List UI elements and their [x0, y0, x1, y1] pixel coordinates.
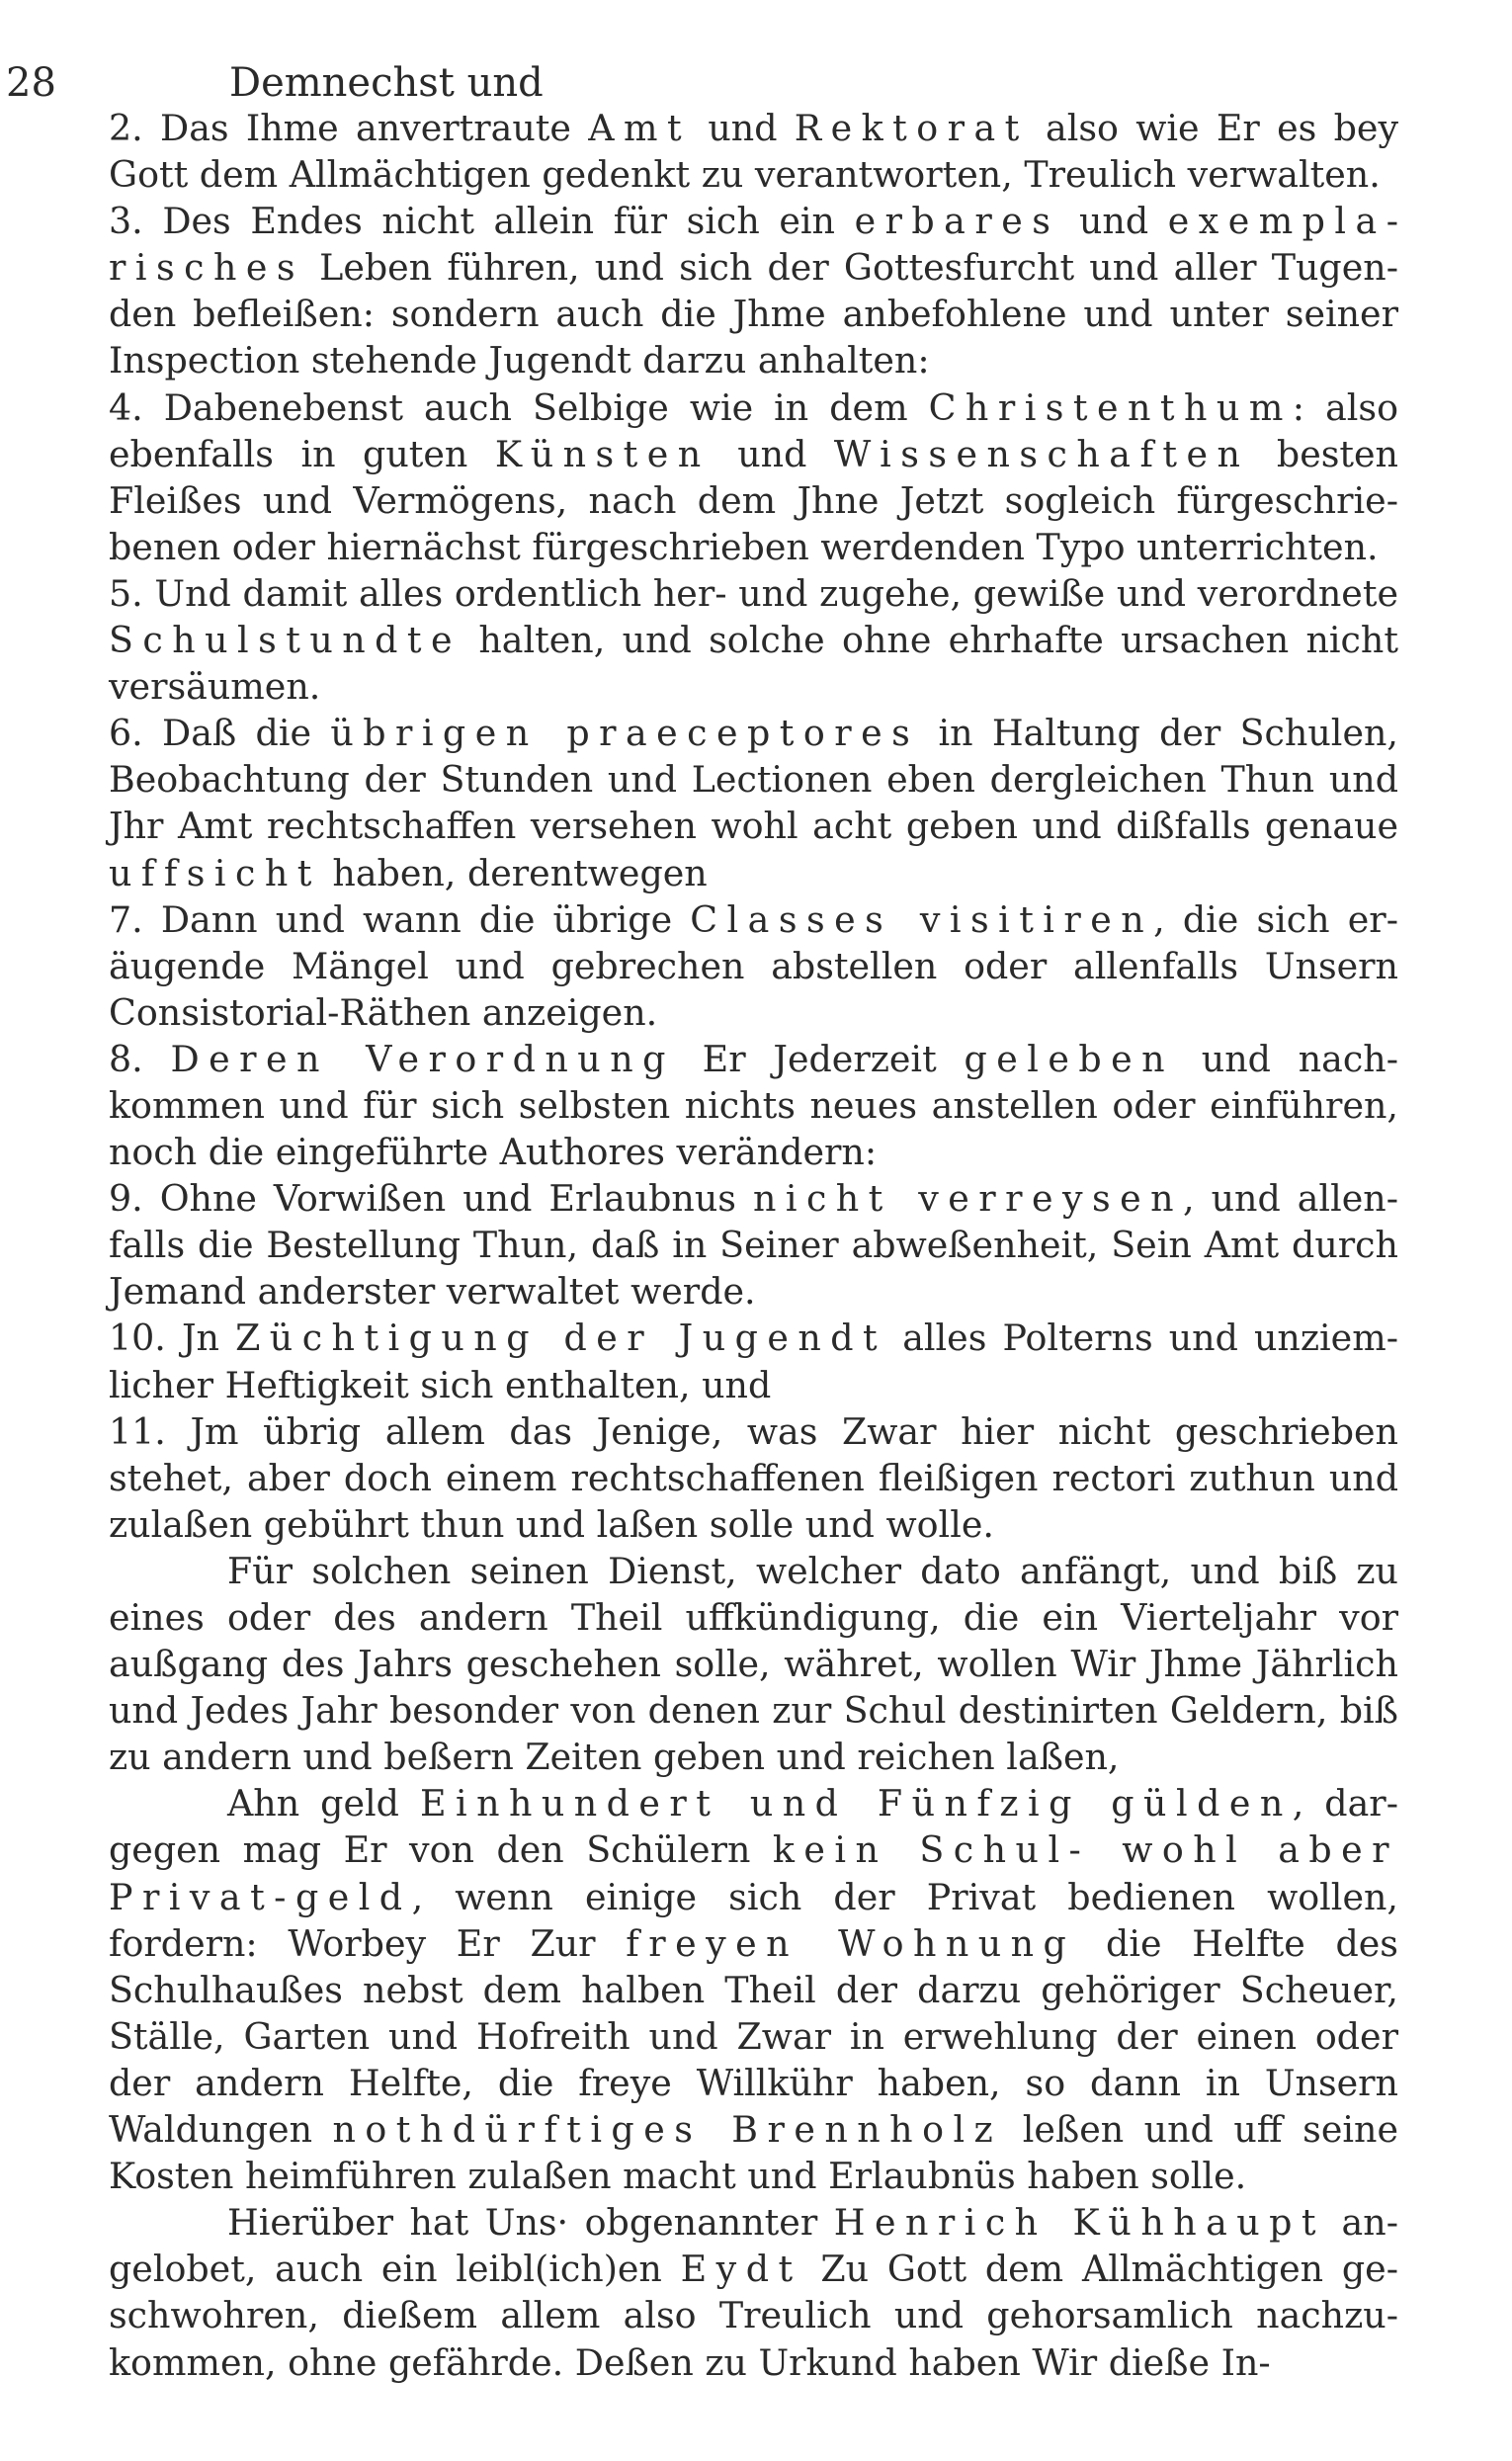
spaced-emphasis: Rektorat [794, 107, 1029, 149]
spaced-emphasis: Henrich Kühhaupt [833, 2201, 1326, 2245]
text-run: Zu Gott dem Allmächtigen geschwohren, dießem allem also Treulich und gehorsamlich nachzukommen, ohne gefährde. Deßen zu Urkund haben Wir dieße In- [109, 2248, 1398, 2384]
text-run: Er Jederzeit [674, 1037, 965, 1080]
item-number: 5. [109, 571, 155, 615]
text-run: Leben führen, und sich der Gottesfurcht und aller Tugenden befleißen: sondern auch die Jhme anbefohlene und unter seiner Inspection stehende Jugendt darzu anhalten: [109, 246, 1398, 382]
item-number: 8. [109, 1037, 171, 1080]
text-run: Für solchen seinen Dienst, welcher dato anfängt, und biß zu eines oder des andern Theil uffkündigung, die ein Vierteljahr vor außgang des Jahrs geschehen solle, währet, wollen Wir Jhme Jährlich und Jedes Jahr besonder von denen zur Schul destinirten Geldern, biß zu andern und beßern Zeiten geben und reichen laßen, [109, 1549, 1398, 1779]
list-item [109, 384, 1398, 570]
text-run: und [1059, 200, 1168, 243]
text-run: die Helfte des Schulhaußes nebst dem halben Theil der darzu gehöriger Scheuer, Ställe, Garten und Hofreith und Zwar in erwehlung der einen oder der andern Helfte, die freye Willkühr haben, so dann in Unsern Waldungen [109, 1921, 1398, 2152]
item-number: 9. [109, 1177, 160, 1221]
text-run: : also ebenfalls in guten [109, 385, 1398, 475]
spaced-emphasis: geleben [964, 1037, 1175, 1080]
item-number: 10. [109, 1316, 182, 1360]
spaced-emphasis: uffsicht [109, 851, 321, 894]
spaced-emphasis: nicht verreysen [752, 1177, 1184, 1221]
text-run: und nachkommen und für sich selbsten nichts neues anstellen oder einführen, noch die eingeführte Authores verändern: [109, 1037, 1398, 1174]
text-run: Das Ihme anvertraute [160, 107, 589, 149]
text-run: halten, und solche ohne ehrhafte ursachen nicht versäumen. [109, 619, 1398, 709]
paragraph [109, 2199, 1398, 2385]
item-number: 6. [109, 712, 163, 755]
text-run: leßen und uff seine Kosten heimführen zulaßen macht und Erlaubnüs haben solle. [109, 2108, 1398, 2198]
list-item [109, 710, 1398, 895]
spaced-emphasis: Einhundert und Fünfzig gülden [419, 1782, 1293, 1825]
item-number: 2. [109, 107, 161, 149]
spaced-emphasis: Züchtigung der Jugendt [235, 1316, 887, 1360]
body-text [109, 105, 1398, 2386]
running-header: Demnechst und [229, 60, 544, 106]
list-item [109, 198, 1398, 383]
text-run: in Haltung der Schulen, Beobachtung der Stunden und Lectionen eben dergleichen Thun und Jhr Amt rechtschaffen versehen wohl acht geben und dißfalls genaue [109, 712, 1398, 848]
text-run: und [710, 432, 834, 475]
spaced-emphasis: Christenthum [928, 385, 1293, 429]
paragraph [109, 1780, 1398, 2199]
text-run: Ahn geld [227, 1782, 420, 1825]
list-item [109, 570, 1398, 710]
text-run: , die sich eräugende Mängel und gebrechen abstellen oder allenfalls Unsern Consistorial-Räthen anzeigen. [109, 897, 1398, 1034]
text-run: und [691, 107, 795, 149]
spaced-emphasis: übrigen praeceptores [330, 712, 920, 755]
item-number: 7. [109, 897, 161, 941]
spaced-emphasis: Wissenschaften [833, 432, 1250, 475]
text-run: Hierüber hat Uns· obgenannter [227, 2201, 834, 2245]
numbered-list [109, 105, 1398, 1548]
list-item [109, 1408, 1398, 1548]
spaced-emphasis: Schulstundte [109, 619, 462, 662]
spaced-emphasis: Classes visitiren [690, 897, 1154, 941]
list-item [109, 1315, 1398, 1407]
spaced-emphasis: erbares [854, 200, 1060, 243]
text-run: , wenn einige sich der Privat bedienen wollen, fordern: Worbey Er Zur [109, 1875, 1398, 1965]
text-run: Jm übrig allem das Jenige, was Zwar hier nicht geschrieben stehet, aber doch einem rechtschaffenen fleißigen rectori zuthun und zulaßen gebührt thun und laßen solle und wolle. [109, 1409, 1398, 1546]
text-run: , dargegen mag Er von den Schülern [109, 1782, 1398, 1872]
spaced-emphasis: freyen Wohnung [626, 1921, 1076, 1965]
list-item [109, 1175, 1398, 1315]
page-number: 28 [6, 60, 56, 106]
spaced-emphasis: Amt [588, 107, 692, 149]
item-number: 4. [109, 385, 164, 429]
text-run: besten Fleißes und Vermögens, nach dem Jhne Jetzt sogleich fürgeschriebenen oder hiernächst fürgeschrieben werdenden Typo unterrichten. [109, 432, 1398, 568]
list-item [109, 105, 1398, 198]
text-run: Dabenebenst auch Selbige wie in dem [163, 385, 929, 429]
text-run: angelobet, auch ein leibl(ich)en [109, 2201, 1398, 2291]
item-number: 3. [109, 200, 163, 243]
text-run: Des Endes nicht allein für sich ein [162, 200, 855, 243]
text-run: Ohne Vorwißen und Erlaubnus [159, 1177, 753, 1221]
spaced-emphasis: kein Schul- wohl aber Privat-geld [109, 1828, 1398, 1918]
text-run: Jn [181, 1316, 236, 1360]
spaced-emphasis: Eydt [680, 2248, 802, 2291]
paragraphs [109, 1548, 1398, 2386]
list-item [109, 896, 1398, 1036]
text-run: alles Polterns und unziemlicher Heftigkeit sich enthalten, und [109, 1316, 1399, 1406]
spaced-emphasis: nothdürftiges Brennholz [332, 2108, 1003, 2152]
list-item [109, 1036, 1398, 1175]
text-run: Und damit alles ordentlich her- und zugehe, gewiße und verordnete [154, 571, 1398, 615]
text-run: haben, derentwegen [320, 851, 708, 894]
spaced-emphasis: Künsten [494, 432, 711, 475]
paragraph [109, 1548, 1398, 1780]
text-run: Daß die [162, 712, 331, 755]
text-run: also wie Er es bey Gott dem Allmächtigen gedenkt zu verantworten, Treulich verwalten. [109, 107, 1398, 197]
spaced-emphasis: exemplarisches [109, 200, 1398, 290]
spaced-emphasis: Deren Verordnung [170, 1037, 675, 1080]
text-run: , und allenfalls die Bestellung Thun, daß in Seiner abweßenheit, Sein Amt durch Jemand anderster verwaltet werde. [109, 1177, 1398, 1314]
text-run: Dann und wann die übrige [160, 897, 691, 941]
item-number: 11. [109, 1409, 191, 1453]
